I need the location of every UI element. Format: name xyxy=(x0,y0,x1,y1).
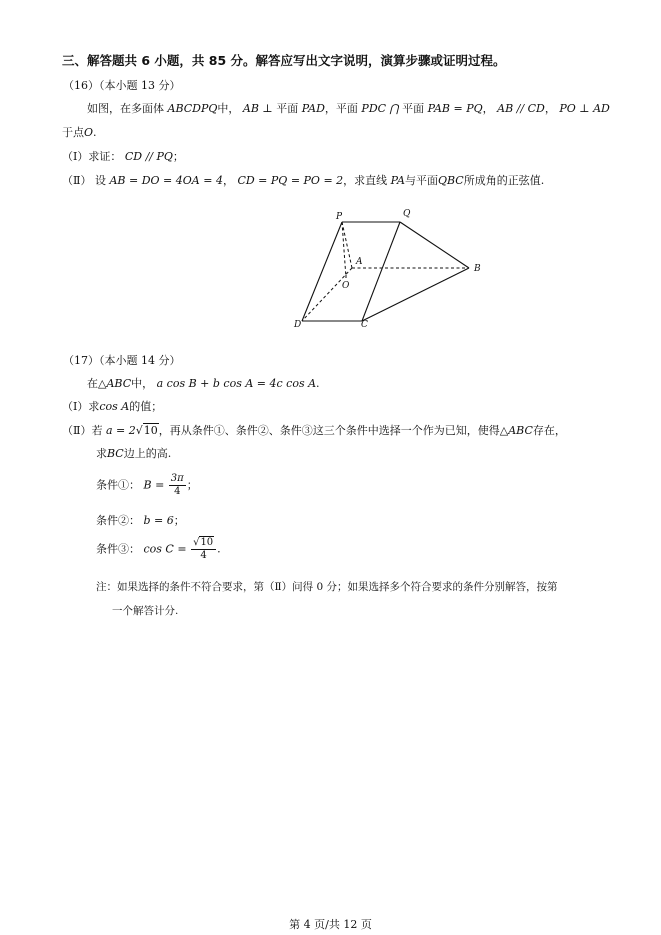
q16-math: CD = PQ = PO = 2 xyxy=(237,174,344,187)
q16-text: ， xyxy=(482,102,494,115)
q16-text: ； xyxy=(172,150,184,163)
q17-math: a cos B + b cos A = 4c cos A xyxy=(156,377,317,390)
q16-text: 所成角的正弦值. xyxy=(463,174,545,187)
q16-part1 xyxy=(62,148,184,164)
sqrt-sign: √ xyxy=(135,424,143,437)
q16-math: AB = DO = 4OA = 4 xyxy=(109,174,223,187)
fraction xyxy=(191,538,216,561)
condition-label: 条件③： xyxy=(96,542,140,556)
q17-text: 存在， xyxy=(532,424,566,437)
fraction xyxy=(169,474,186,497)
q17-math: 10 xyxy=(143,424,158,437)
q16-part2-label: （Ⅱ） 设 xyxy=(62,174,106,187)
q17-part1 xyxy=(62,398,162,414)
q16-text: ，求直线 xyxy=(343,174,388,187)
q16-text: 中， xyxy=(217,102,240,115)
q17-math: a = 2 xyxy=(105,424,136,437)
q17-text: . xyxy=(217,542,221,556)
q17-math: B = xyxy=(143,478,165,492)
sqrt-sign: √ xyxy=(193,537,200,548)
q16-intro-line1 xyxy=(87,100,610,116)
label-q: Q xyxy=(403,209,411,219)
label-p: P xyxy=(336,212,343,222)
q17-math: cos A xyxy=(99,400,130,413)
q17-math: b = 6 xyxy=(143,514,174,527)
q17-condition-3 xyxy=(96,538,221,561)
q16-math: PA xyxy=(390,174,405,187)
q17-note-line1: 注：如果选择的条件不符合要求，第（Ⅱ）问得 0 分；如果选择多个符合要求的条件分别解答，按第 xyxy=(96,581,558,593)
q17-text: ； xyxy=(186,478,198,492)
polyhedron-figure xyxy=(285,200,495,335)
segment-po xyxy=(342,222,346,278)
q16-math: CD // PQ xyxy=(124,150,173,163)
q17-text: . xyxy=(316,377,320,390)
fraction-numerator: 3π xyxy=(170,473,184,484)
q16-math: AB ⊥ xyxy=(242,102,277,115)
q16-text: 平面 xyxy=(276,102,299,115)
label-c: C xyxy=(361,320,368,330)
q16-text: 如图，在多面体 xyxy=(87,102,164,115)
label-a: A xyxy=(356,257,363,267)
q17-part1-label: （Ⅰ）求 xyxy=(62,400,100,413)
condition-label: 条件①： xyxy=(96,478,140,492)
section-heading: 三、解答题共 6 小题，共 85 分。解答应写出文字说明，演算步骤或证明过程。 xyxy=(62,53,506,68)
q16-part2 xyxy=(62,172,544,188)
q17-text: ，再从条件①、条件②、条件③这三个条件中选择一个作为已知，使得 xyxy=(158,424,500,437)
condition-label: 条件②： xyxy=(96,514,140,527)
q17-text: 在 xyxy=(87,377,98,390)
q16-math: PDC ⋂ xyxy=(361,102,399,115)
q17-math: △ABC xyxy=(499,424,533,437)
q17-text: 边上的高. xyxy=(123,447,172,460)
fraction-numerator xyxy=(191,538,216,550)
fraction-denominator: 4 xyxy=(174,486,181,497)
q17-intro xyxy=(87,375,320,391)
fraction-denominator: 4 xyxy=(200,550,207,561)
page-footer: 第 4 页/共 12 页 xyxy=(289,918,372,931)
q17-part2-line1 xyxy=(62,422,566,438)
q17-text: 求 xyxy=(96,447,107,460)
edge-qb xyxy=(400,222,469,268)
q16-math: PO ⊥ AD xyxy=(559,102,610,115)
q16-math: O xyxy=(84,126,94,139)
q16-math: AB // CD xyxy=(497,102,545,115)
label-o: O xyxy=(342,281,350,291)
q16-intro-line2 xyxy=(62,124,97,140)
q16-text: . xyxy=(93,126,97,139)
q16-text: 与平面 xyxy=(405,174,438,187)
q17-math: 10 xyxy=(200,537,214,548)
edge-cq xyxy=(362,222,400,321)
q17-math: cos C = xyxy=(143,542,187,556)
label-d: D xyxy=(294,320,302,330)
q17-text: ； xyxy=(173,514,185,527)
q17-math: △ABC xyxy=(98,377,132,390)
q16-math: PAB = PQ xyxy=(427,102,483,115)
q16-part1-label: （Ⅰ）求证： xyxy=(62,150,122,163)
q17-condition-1 xyxy=(96,474,198,497)
q17-note-line2: 一个解答计分. xyxy=(112,605,179,617)
edge-ad xyxy=(302,268,352,321)
q17-text: 的值； xyxy=(129,400,163,413)
edge-pd xyxy=(302,222,342,321)
q17-math: BC xyxy=(107,447,124,460)
q17-part2-line2 xyxy=(96,445,171,461)
q17-condition-2 xyxy=(96,512,185,528)
q17-text: 中， xyxy=(131,377,154,390)
q16-text: ， xyxy=(222,174,234,187)
q16-header: （16）（本小题 13 分） xyxy=(63,79,181,92)
q16-math: PAD xyxy=(301,102,325,115)
q16-text: 于点 xyxy=(62,126,84,139)
q16-math: ABCDPQ xyxy=(167,102,218,115)
q16-math: QBC xyxy=(438,174,464,187)
q16-text: ，平面 xyxy=(324,102,358,115)
q17-part2-label: （Ⅱ）若 xyxy=(62,424,103,437)
label-b: B xyxy=(474,264,481,274)
q16-text: 平面 xyxy=(402,102,425,115)
q17-header: （17）（本小题 14 分） xyxy=(63,354,181,367)
edge-cb xyxy=(362,268,469,321)
q16-text: ， xyxy=(544,102,556,115)
